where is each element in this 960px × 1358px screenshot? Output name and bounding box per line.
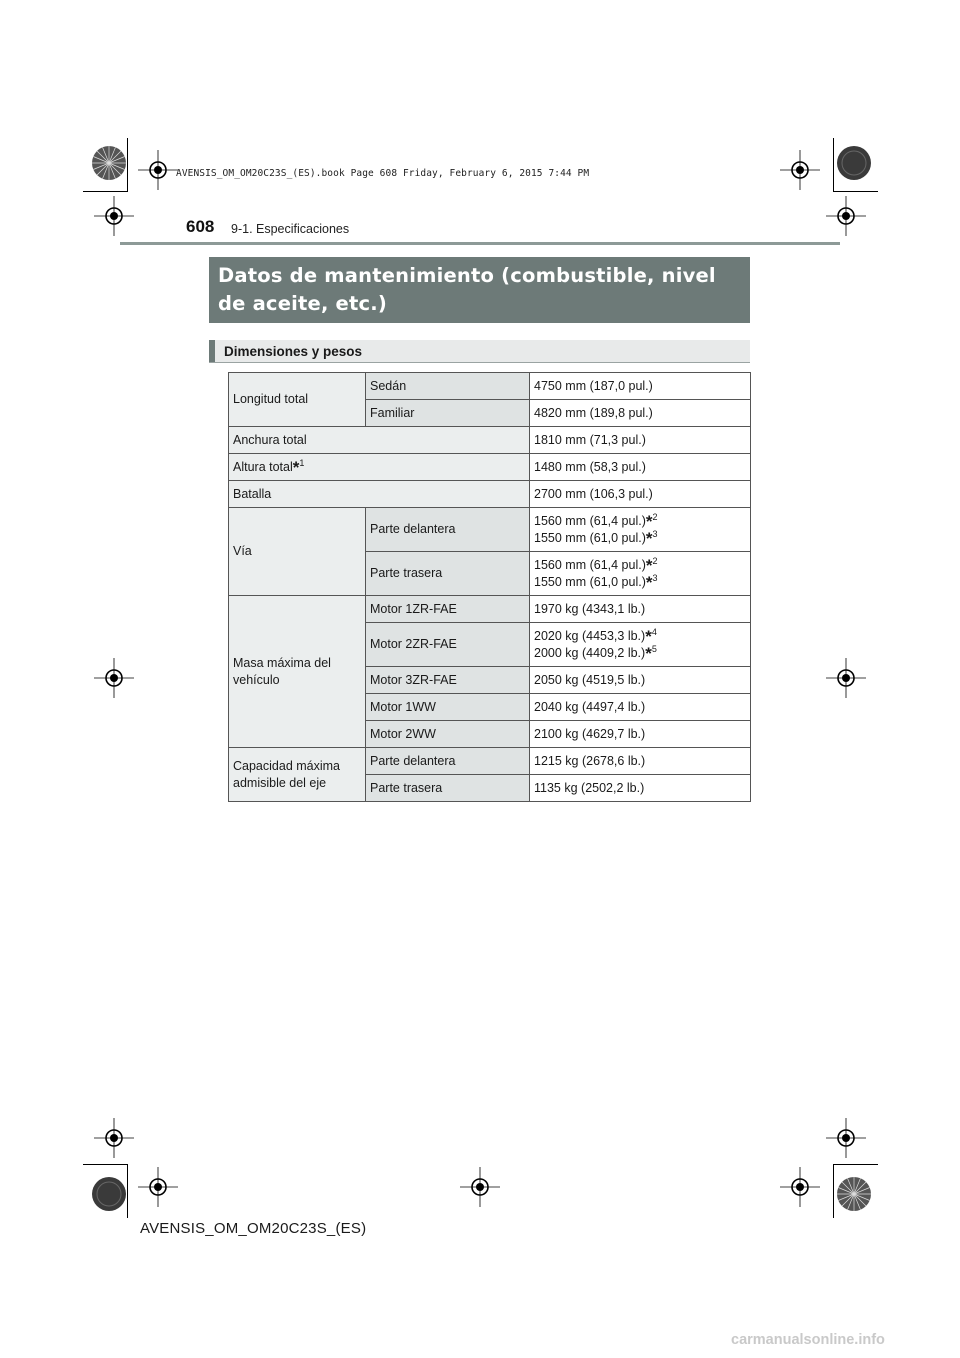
value-cell (530, 508, 751, 552)
table-row (229, 748, 751, 775)
value-line: 1550 mm (61,0 pul.) (534, 574, 646, 589)
crosshair-mark (94, 658, 134, 698)
footnote-asterisk: * (645, 555, 653, 575)
value-line: 1560 mm (61,4 pul.) (534, 557, 646, 572)
crosshair-mark (780, 150, 820, 190)
row-label: Batalla (229, 481, 530, 508)
main-title-line-1: Datos de mantenimiento (combustible, nivel (218, 264, 716, 287)
value-cell: 2700 mm (106,3 pul.) (530, 481, 751, 508)
row-label (229, 748, 366, 802)
table-row (229, 596, 751, 623)
sub-label: Motor 2WW (366, 721, 530, 748)
subsection-banner (209, 340, 750, 363)
value-line: 2000 kg (4409,2 lb.) (534, 645, 646, 660)
value-cell: 4820 mm (189,8 pul.) (530, 400, 751, 427)
value-cell: 2050 kg (4519,5 lb.) (530, 667, 751, 694)
footnote-number: 3 (652, 528, 658, 539)
value-cell: 1970 kg (4343,1 lb.) (530, 596, 751, 623)
section-title: 9-1. Especificaciones (231, 222, 350, 236)
footnote-asterisk: * (645, 626, 652, 646)
footnote-number: 3 (652, 572, 658, 583)
sub-label: Parte delantera (366, 748, 530, 775)
crosshair-mark (826, 658, 866, 698)
sub-label: Motor 3ZR-FAE (366, 667, 530, 694)
table-row (229, 454, 751, 481)
sub-label: Motor 1ZR-FAE (366, 596, 530, 623)
sub-label: Parte trasera (366, 552, 530, 596)
value-cell: 4750 mm (187,0 pul.) (530, 373, 751, 400)
sub-label: Sedán (366, 373, 530, 400)
footnote-asterisk: * (645, 572, 653, 592)
footnote-number: 4 (651, 626, 657, 637)
site-watermark: carmanualsonline.info (731, 1332, 885, 1348)
subsection-accent-bar (209, 340, 215, 362)
sub-label: Parte delantera (366, 508, 530, 552)
value-line: 2020 kg (4453,3 lb.) (534, 628, 646, 643)
crosshair-mark (138, 150, 178, 190)
header-rule (120, 242, 840, 245)
sub-label: Motor 1WW (366, 694, 530, 721)
dark-disc-mark-bottom-left (91, 1176, 127, 1212)
sunburst-mark-bottom-right (836, 1176, 872, 1212)
row-label-line: admisible del eje (233, 775, 327, 790)
page-number: 608 (186, 217, 215, 236)
row-label-line: vehículo (233, 672, 280, 687)
row-label (229, 596, 366, 748)
row-label-with-note (229, 454, 530, 481)
crosshair-mark (780, 1167, 820, 1207)
row-label: Anchura total (229, 427, 530, 454)
book-info-line: AVENSIS_OM_OM20C23S_(ES).book Page 608 Friday, February 6, 2015 7:44 PM (176, 168, 590, 179)
crosshair-mark (826, 1118, 866, 1158)
footnote-number: 1 (299, 457, 305, 468)
sub-label: Parte trasera (366, 775, 530, 802)
crosshair-mark (94, 196, 134, 236)
value-cell (530, 623, 751, 667)
footer-document-code: AVENSIS_OM_OM20C23S_(ES) (140, 1220, 367, 1237)
sunburst-mark-top-left (91, 145, 127, 181)
main-title-banner (209, 257, 750, 323)
value-cell: 1810 mm (71,3 pul.) (530, 427, 751, 454)
value-cell: 1215 kg (2678,6 lb.) (530, 748, 751, 775)
value-cell (530, 552, 751, 596)
value-cell: 1135 kg (2502,2 lb.) (530, 775, 751, 802)
main-title-line-2: de aceite, etc.) (218, 292, 387, 315)
row-label: Longitud total (229, 373, 366, 427)
footnote-asterisk: * (292, 457, 300, 477)
sub-label: Familiar (366, 400, 530, 427)
value-cell: 1480 mm (58,3 pul.) (530, 454, 751, 481)
footnote-number: 5 (651, 643, 657, 654)
value-line: 1560 mm (61,4 pul.) (534, 513, 646, 528)
value-line: 1550 mm (61,0 pul.) (534, 530, 646, 545)
footnote-asterisk: * (645, 528, 653, 548)
table-row (229, 481, 751, 508)
value-cell: 2100 kg (4629,7 lb.) (530, 721, 751, 748)
sub-label: Motor 2ZR-FAE (366, 623, 530, 667)
row-label-line: Capacidad máxima (233, 758, 340, 773)
row-label: Vía (229, 508, 366, 596)
footnote-number: 2 (652, 511, 658, 522)
crosshair-mark (826, 196, 866, 236)
table-row (229, 508, 751, 552)
footnote-number: 2 (652, 555, 658, 566)
footnote-asterisk: * (645, 643, 652, 663)
crosshair-mark (94, 1118, 134, 1158)
dark-disc-mark-top-right (836, 145, 872, 181)
table-row (229, 373, 751, 400)
crosshair-mark (138, 1167, 178, 1207)
crosshair-mark (460, 1167, 500, 1207)
value-cell: 2040 kg (4497,4 lb.) (530, 694, 751, 721)
dimensions-weights-table (228, 372, 751, 802)
row-label: Altura total (233, 459, 293, 474)
table-row (229, 427, 751, 454)
subsection-title: Dimensiones y pesos (224, 344, 363, 359)
footnote-asterisk: * (645, 511, 653, 531)
row-label-line: Masa máxima del (233, 655, 331, 670)
